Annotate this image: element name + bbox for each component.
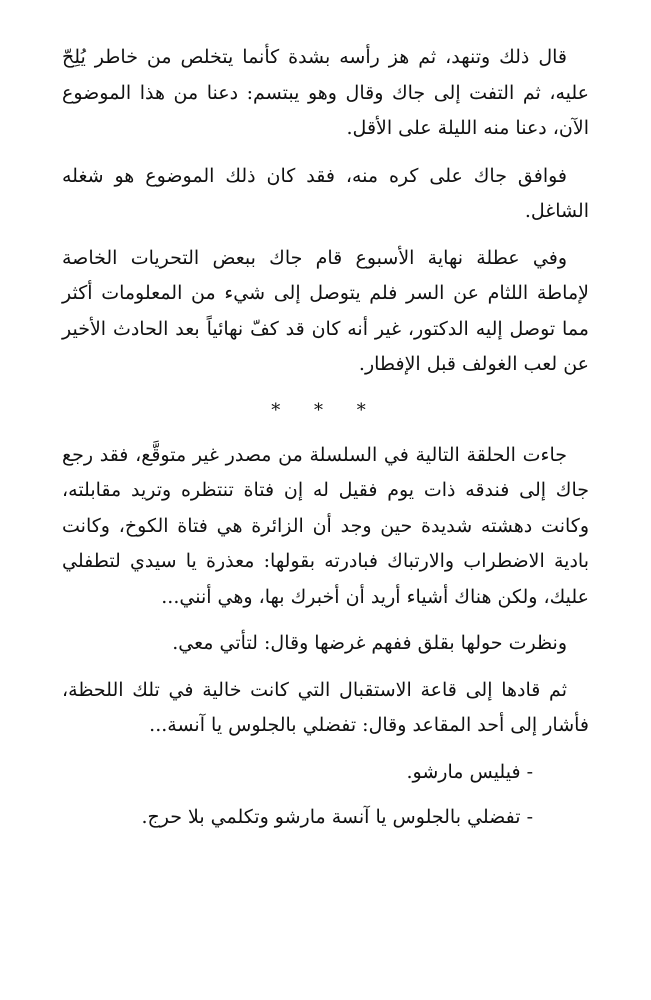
paragraph: جاءت الحلقة التالية في السلسلة من مصدر غير متوقَّع، فقد رجع جاك إلى فندقه ذات يوم فقيل له إن فتاة تنتظره وتريد مقابلته، وكانت دهشته شديدة حين وجد أن الزائرة هي فتاة الكوخ، وكانت بادية الاضطراب والارتباك فبادرته بقولها: معذرة يا سيدي لتطفلي عليك، ولكن هناك أشياء أريد أن أخبرك بها، وهي أنني... xyxy=(62,443,589,608)
paragraph: ونظرت حولها بقلق ففهم غرضها وقال: لتأتي معي. xyxy=(172,632,567,654)
paragraph: قال ذلك وتنهد، ثم هز رأسه بشدة كأنما يتخلص من خاطر يُلِحّ عليه، ثم التفت إلى جاك وقال وهو يبتسم: دعنا من هذا الموضوع الآن، دعنا منه الليلة على الأقل. xyxy=(62,46,589,139)
dialog-line: - فيليس مارشو. xyxy=(406,760,533,783)
paragraph: فوافق جاك على كره منه، فقد كان ذلك الموضوع هو شغله الشاغل. xyxy=(62,164,589,222)
paragraph: ثم قادها إلى قاعة الاستقبال التي كانت خالية في تلك اللحظة، فأشار إلى أحد المقاعد وقال: تفضلي بالجلوس يا آنسة... xyxy=(62,678,589,736)
section-separator: * * * xyxy=(271,399,380,421)
paragraph: وفي عطلة نهاية الأسبوع قام جاك ببعض التحريات الخاصة لإماطة اللثام عن السر فلم يتوصل إلى شيء من المعلومات أكثر مما توصل إليه الدكتور، غير أنه كان قد كفّ نهائياً بعد الحادث الأخير عن لعب الغولف قبل الإفطار. xyxy=(62,246,589,375)
dialog-line: - تفضلي بالجلوس يا آنسة مارشو وتكلمي بلا حرج. xyxy=(141,806,533,828)
